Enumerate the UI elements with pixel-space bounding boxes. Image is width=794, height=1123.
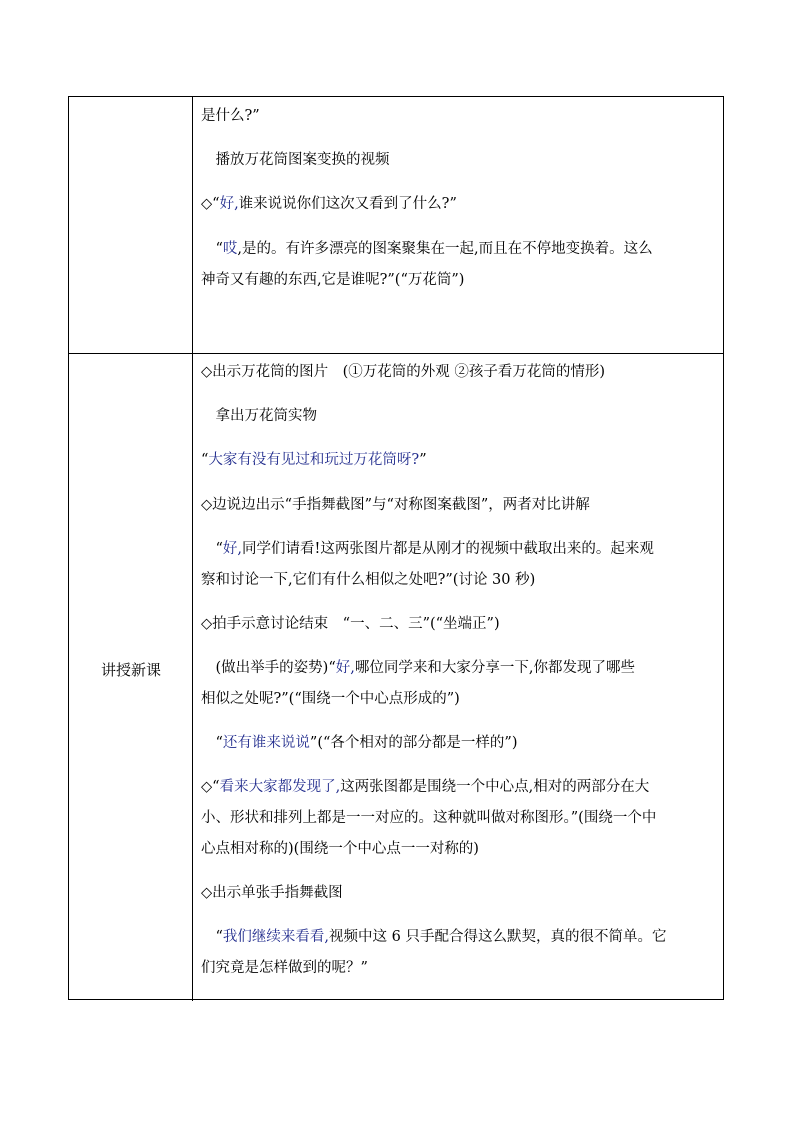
text-segment: “ bbox=[201, 241, 223, 257]
text-line bbox=[201, 448, 427, 469]
text-segment: (做出举手的姿势)“ bbox=[201, 660, 336, 676]
text-segment: 相似之处呢?”(“围绕一个中心点形成的”) bbox=[201, 691, 460, 707]
row-label-cell-empty bbox=[69, 97, 193, 353]
text-line bbox=[201, 404, 317, 425]
text-segment: 小、形状和排列上都是一一对应的。这种就叫做对称图形。”(围绕一个中 bbox=[201, 810, 657, 826]
text-segment: 视频中这 6 只手配合得这么默契，真的很不简单。它 bbox=[329, 929, 667, 945]
text-line bbox=[201, 537, 654, 558]
text-segment: 好, bbox=[222, 541, 243, 557]
text-segment: 我们继续来看看, bbox=[222, 929, 330, 945]
text-segment: 好, bbox=[219, 196, 239, 212]
text-segment: 是什么?” bbox=[201, 108, 260, 124]
text-line bbox=[201, 837, 479, 858]
text-line bbox=[201, 775, 649, 796]
text-line bbox=[201, 237, 653, 258]
lesson-plan-table bbox=[68, 96, 724, 1000]
text-line bbox=[201, 925, 666, 946]
text-segment: “ bbox=[201, 541, 223, 557]
text-line bbox=[201, 731, 517, 752]
text-segment: 谁来说说你们这次又看到了什么?” bbox=[238, 196, 457, 212]
text-line bbox=[201, 493, 590, 514]
row-label-cell bbox=[69, 354, 193, 1001]
text-line bbox=[201, 568, 535, 589]
row-content-cell bbox=[193, 354, 723, 1001]
text-segment: 察和讨论一下,它们有什么相似之处吧?”(讨论 30 秒) bbox=[201, 572, 536, 588]
text-segment: 看来大家都发现了, bbox=[219, 779, 341, 795]
text-segment: 哎 bbox=[222, 241, 238, 257]
text-segment: 哪位同学来和大家分享一下,你都发现了哪些 bbox=[354, 660, 635, 676]
text-segment: 拿出万花筒实物 bbox=[201, 408, 317, 424]
text-line bbox=[201, 687, 460, 708]
text-segment: 神奇又有趣的东西,它是谁呢?”(“万花筒”) bbox=[201, 272, 465, 288]
text-segment: “ bbox=[201, 929, 223, 945]
text-segment: ”(“各个相对的部分都是一样的”) bbox=[309, 735, 518, 751]
text-line bbox=[201, 612, 500, 633]
text-line bbox=[201, 148, 390, 169]
text-segment: 大家有没有见过和玩过万花筒呀? bbox=[208, 452, 420, 468]
text-segment: 同学们请看!这两张图片都是从刚才的视频中截取出来的。起来观 bbox=[242, 541, 654, 557]
text-segment: ,是的。有许多漂亮的图案聚集在一起,而且在不停地变换着。这么 bbox=[237, 241, 653, 257]
text-segment: “ bbox=[201, 735, 223, 751]
text-segment: ◇“ bbox=[201, 196, 220, 212]
text-segment: ◇出示单张手指舞截图 bbox=[201, 885, 343, 901]
text-segment: 心点相对称的)(围绕一个中心点一一对称的) bbox=[201, 841, 479, 857]
text-line bbox=[201, 360, 605, 381]
text-segment: “ bbox=[201, 452, 209, 468]
text-segment: 播放万花筒图案变换的视频 bbox=[201, 152, 390, 168]
text-segment: ◇出示万花筒的图片 (①万花筒的外观 ②孩子看万花筒的情形) bbox=[201, 364, 606, 380]
text-line bbox=[201, 956, 368, 977]
text-line bbox=[201, 881, 343, 902]
text-line bbox=[201, 806, 656, 827]
table-row-new-lesson bbox=[69, 353, 723, 1001]
text-line bbox=[201, 268, 464, 289]
table-row-intro bbox=[69, 97, 723, 353]
text-segment: 们究竟是怎样做到的呢？” bbox=[201, 960, 368, 976]
text-segment: ” bbox=[419, 452, 427, 468]
text-segment: ◇“ bbox=[201, 779, 220, 795]
text-line bbox=[201, 192, 457, 213]
text-segment: ◇边说边出示“手指舞截图”与“对称图案截图”，两者对比讲解 bbox=[201, 497, 590, 513]
section-label: 讲授新课 bbox=[100, 661, 161, 679]
text-segment: 还有谁来说说 bbox=[222, 735, 310, 751]
text-segment: 好, bbox=[335, 660, 355, 676]
row-content-cell bbox=[193, 97, 723, 353]
text-segment: 这两张图都是围绕一个中心点,相对的两部分在大 bbox=[340, 779, 650, 795]
text-segment: ◇拍手示意讨论结束 “一、二、三”(“坐端正”) bbox=[201, 616, 500, 632]
text-line bbox=[201, 656, 635, 677]
text-line bbox=[201, 104, 260, 125]
